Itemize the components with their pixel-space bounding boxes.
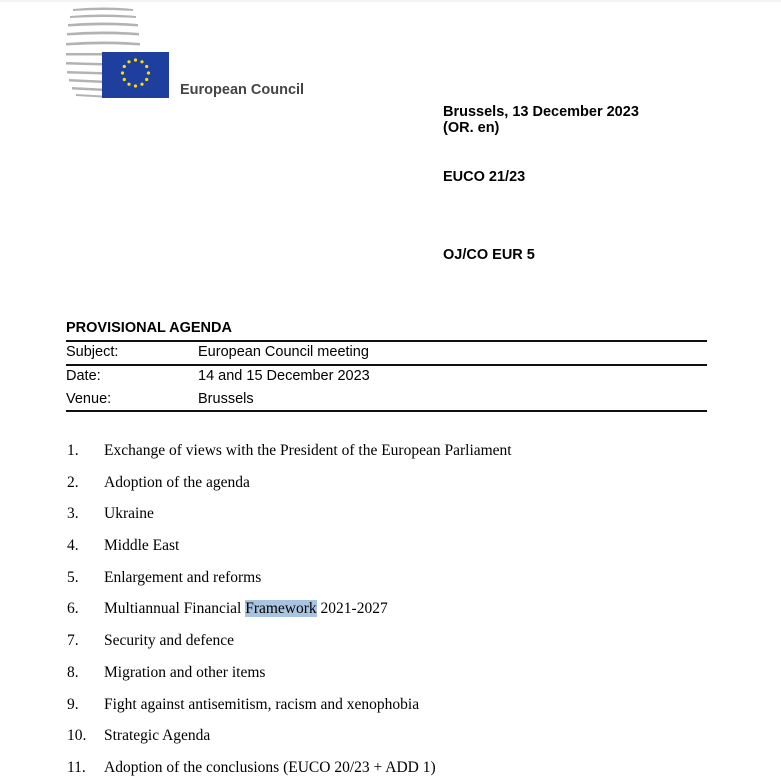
- info-value: 14 and 15 December 2023: [198, 368, 370, 384]
- item-text: Migration and other items: [104, 663, 266, 681]
- info-label: Date:: [66, 368, 101, 384]
- item-number: 11.: [67, 758, 86, 776]
- item-text: Exchange of views with the President of the European Parliament: [104, 442, 512, 459]
- agenda-item: [67, 504, 727, 536]
- logo-graphic: [60, 4, 175, 100]
- item-number: 9.: [67, 695, 79, 713]
- agenda-item: [67, 631, 727, 663]
- item-number: 5.: [67, 568, 79, 586]
- item-text: Ukraine: [104, 505, 154, 523]
- item-text: Adoption of the agenda: [104, 473, 250, 491]
- item-text: Strategic Agenda: [104, 727, 211, 745]
- page-top-edge: [0, 0, 781, 2]
- item-text: [104, 599, 388, 619]
- organization-name: European Council: [180, 82, 305, 98]
- item-number: 8.: [67, 663, 79, 681]
- agenda-item: [67, 441, 727, 473]
- agenda-item: [67, 695, 727, 727]
- item-number: 1.: [67, 442, 79, 459]
- item-number: 10.: [67, 727, 87, 745]
- agenda-item: [67, 536, 727, 568]
- agenda-item: [67, 473, 727, 505]
- info-row-subject: [66, 344, 707, 364]
- selected-text-highlight[interactable]: Framework: [245, 600, 317, 618]
- item-text-after: 2021-2027: [316, 600, 388, 618]
- original-language: (OR. en): [443, 120, 500, 136]
- agenda-item: [67, 726, 727, 758]
- agenda-item: [67, 599, 727, 631]
- agenda-item: [67, 758, 727, 783]
- agenda-heading: PROVISIONAL AGENDA: [66, 320, 232, 336]
- info-row-venue: [66, 391, 707, 411]
- item-text: Security and defence: [104, 632, 234, 650]
- divider: [66, 340, 707, 342]
- item-number: 3.: [67, 505, 79, 523]
- info-label: Venue:: [66, 391, 112, 407]
- info-label: Subject:: [66, 344, 119, 360]
- place-date: Brussels, 13 December 2023: [443, 104, 639, 120]
- item-text: Enlargement and reforms: [104, 568, 262, 586]
- item-text: Middle East: [104, 537, 180, 555]
- meta-block: [443, 104, 639, 136]
- european-council-logo: [60, 4, 175, 100]
- agenda-item: [67, 568, 727, 600]
- oj-reference: OJ/CO EUR 5: [443, 247, 535, 263]
- info-row-date: [66, 368, 707, 388]
- item-number: 4.: [67, 537, 79, 555]
- item-number: 7.: [67, 632, 79, 650]
- item-number: 6.: [67, 600, 79, 618]
- info-value: Brussels: [198, 391, 254, 407]
- divider: [66, 410, 707, 412]
- item-text: Adoption of the conclusions (EUCO 20/23 + ADD 1): [104, 758, 436, 776]
- item-text-before: Multiannual Financial: [104, 600, 246, 618]
- agenda-item: [67, 663, 727, 695]
- item-number: 2.: [67, 473, 79, 491]
- agenda-list: [67, 441, 727, 783]
- divider: [66, 364, 707, 366]
- info-value: European Council meeting: [198, 344, 369, 360]
- item-text: Fight against antisemitism, racism and xenophobia: [104, 695, 420, 713]
- document-reference: EUCO 21/23: [443, 169, 526, 185]
